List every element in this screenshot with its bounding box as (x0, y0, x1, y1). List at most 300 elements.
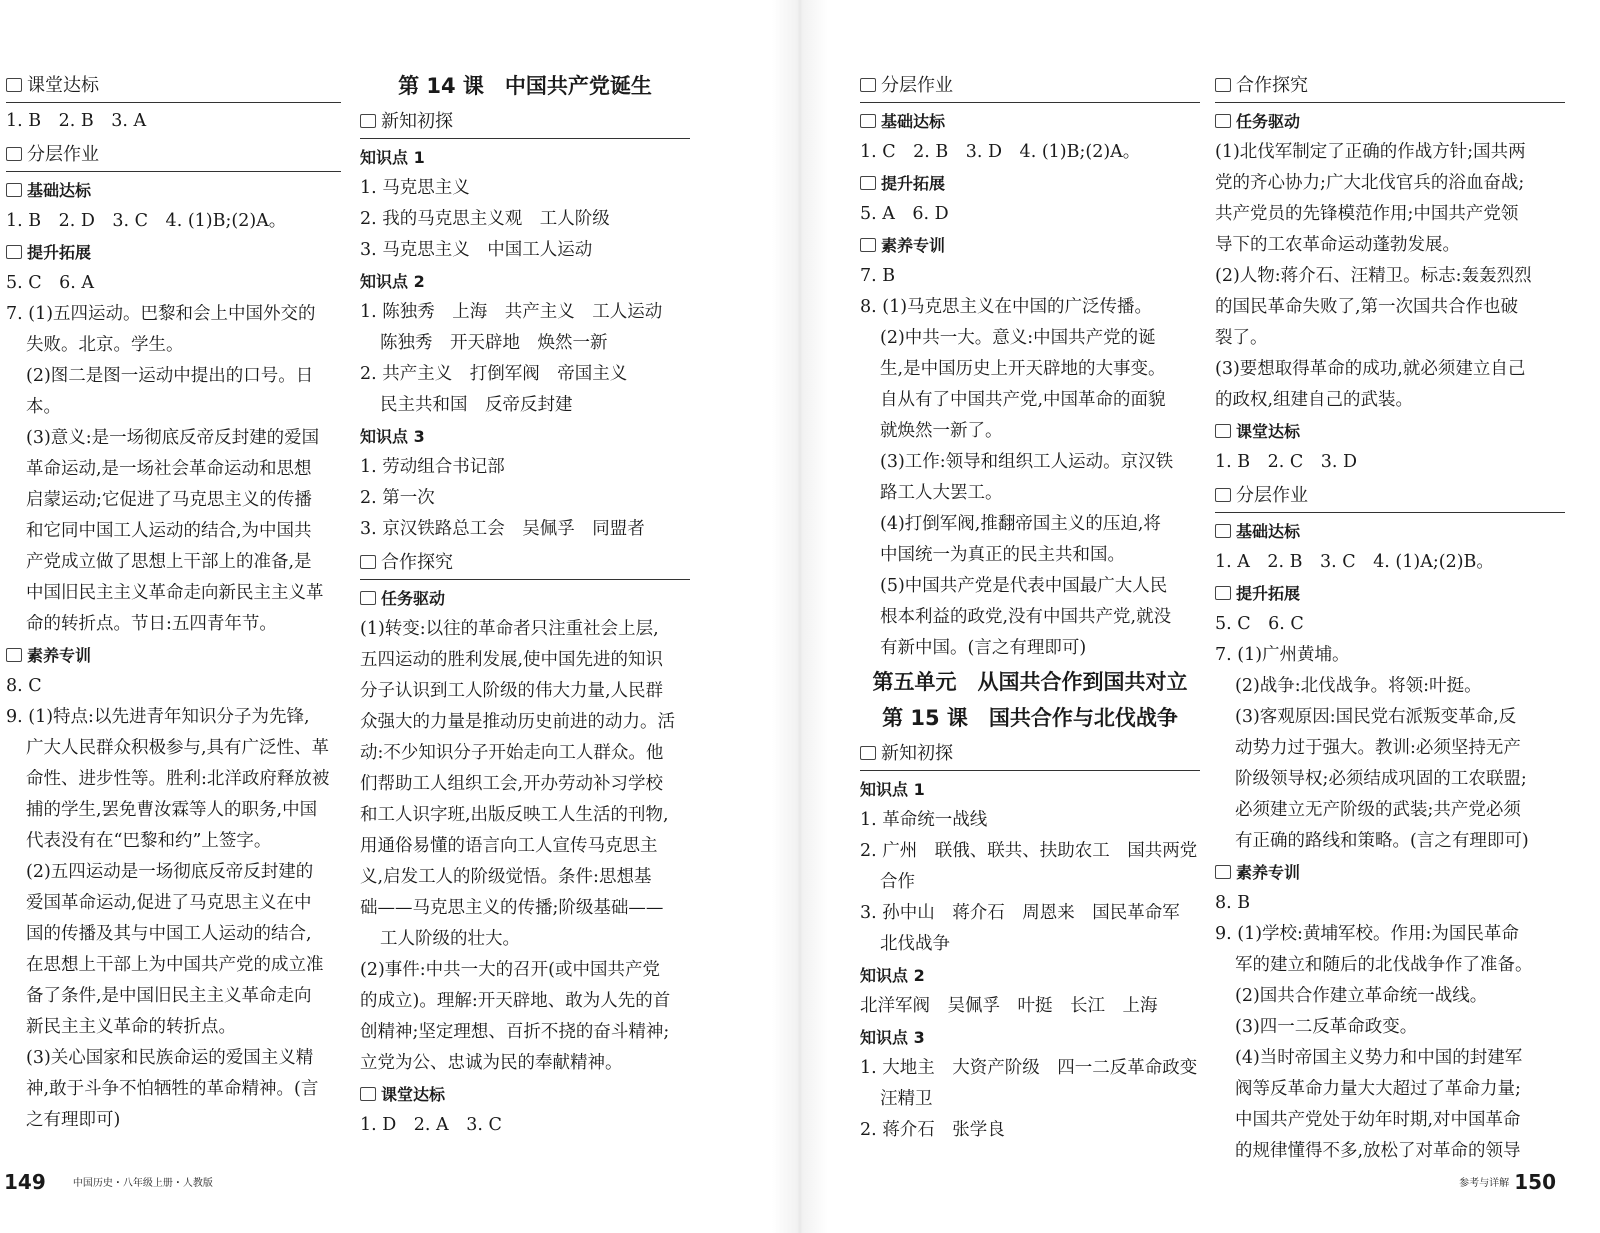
text: 产党成立做了思想上干部上的准备,是 (26, 552, 312, 572)
text: 7. (1)五四运动。巴黎和会上中国外交的 (6, 304, 316, 324)
subsection-heading (1215, 857, 1565, 888)
text: 中国统一为真正的民主共和国。 (880, 545, 1125, 565)
answer-line (860, 836, 1200, 867)
book-gutter (772, 0, 828, 1233)
lesson-title (860, 700, 1200, 736)
lesson-title (360, 68, 690, 104)
text: 1. B 2. C 3. D (1215, 452, 1358, 472)
knowledge-point-label (860, 960, 1200, 991)
column-1 (6, 68, 341, 1136)
answer-line (6, 547, 341, 578)
text: 8. B (1215, 893, 1251, 913)
subsection-heading (860, 168, 1200, 199)
answer-line (860, 509, 1200, 540)
text: 国的传播及其与中国工人运动的结合, (26, 924, 312, 944)
text: 分层作业 (881, 75, 953, 96)
answer-line (1215, 1074, 1565, 1105)
text: (5)中国共产党是代表中国最广大人民 (880, 576, 1168, 596)
subsection-icon (860, 238, 876, 252)
text: 之有理即可) (26, 1110, 121, 1130)
knowledge-point-label (360, 421, 690, 452)
section-heading (360, 547, 690, 580)
answer-line (860, 447, 1200, 478)
answer-line (6, 857, 341, 888)
text: (2)五四运动是一场彻底反帝反封建的 (26, 862, 314, 882)
text: 启蒙运动;它促进了马克思主义的传播 (26, 490, 312, 510)
answer-line (1215, 199, 1565, 230)
answer-line (860, 633, 1200, 664)
answer-line (6, 795, 341, 826)
section-icon (360, 114, 376, 128)
text: 任务驱动 (381, 589, 446, 608)
text: 共产党员的先锋模范作用;中国共产党领 (1215, 204, 1519, 224)
text: 课堂达标 (381, 1085, 446, 1104)
answer-line (360, 924, 690, 955)
text: 陈独秀 开天辟地 焕然一新 (380, 333, 608, 353)
text: 革命运动,是一场社会革命运动和思想 (26, 459, 312, 479)
subsection-heading (1215, 578, 1565, 609)
answer-line (1215, 354, 1565, 385)
text: 阶级领导权;必须结成巩固的工农联盟; (1235, 769, 1527, 789)
text: 自从有了中国共产党,中国革命的面貌 (880, 390, 1166, 410)
answer-line (6, 1105, 341, 1136)
answer-line (6, 268, 341, 299)
text: 1. D 2. A 3. C (360, 1115, 502, 1135)
text: (4)打倒军阀,推翻帝国主义的压迫,将 (880, 514, 1161, 534)
subsection-heading (6, 175, 341, 206)
subsection-heading (1215, 516, 1565, 547)
text: 裂了。 (1215, 328, 1268, 348)
section-icon (860, 746, 876, 760)
answer-line (360, 769, 690, 800)
answer-line (360, 328, 690, 359)
section-icon (6, 78, 22, 92)
answer-line (360, 707, 690, 738)
text: 1. B 2. B 3. A (6, 111, 147, 131)
left-footer (4, 1170, 213, 1194)
answer-line (360, 297, 690, 328)
text: 基础达标 (881, 112, 946, 131)
answer-line (1215, 1012, 1565, 1043)
answer-line (1215, 1105, 1565, 1136)
answer-line (860, 929, 1200, 960)
text: (2)中共一大。意义:中国共产党的诞 (880, 328, 1156, 348)
answer-line (1215, 826, 1565, 857)
subsection-icon (360, 591, 376, 605)
answer-line (1215, 702, 1565, 733)
answer-line (1215, 671, 1565, 702)
answer-line (6, 609, 341, 640)
text: 3. 京汉铁路总工会 吴佩孚 同盟者 (360, 519, 645, 539)
subsection-heading (360, 1079, 690, 1110)
subsection-heading (860, 230, 1200, 261)
text: 本。 (26, 397, 61, 417)
answer-line (360, 1048, 690, 1079)
text: 阀等反革命力量大大超过了革命力量; (1235, 1079, 1521, 1099)
subsection-icon (1215, 586, 1231, 600)
text: 1. A 2. B 3. C 4. (1)A;(2)B。 (1215, 552, 1494, 572)
answer-line (360, 738, 690, 769)
answer-line (860, 261, 1200, 292)
text: 1. 陈独秀 上海 共产主义 工人运动 (360, 302, 663, 322)
answer-line (1215, 981, 1565, 1012)
text: 的政权,组建自己的武装。 (1215, 390, 1414, 410)
answer-line (860, 416, 1200, 447)
answer-line (360, 893, 690, 924)
answer-line (860, 571, 1200, 602)
text: 提升拓展 (1236, 584, 1301, 603)
text: 分层作业 (27, 144, 99, 165)
answer-line (1215, 1136, 1565, 1167)
answer-line (360, 645, 690, 676)
text: 础——马克思主义的传播;阶级基础—— (360, 898, 664, 918)
text: 动:不少知识分子开始走向工人群众。他 (360, 743, 664, 763)
answer-line (860, 137, 1200, 168)
subsection-icon (6, 183, 22, 197)
answer-line (860, 898, 1200, 929)
subsection-icon (860, 114, 876, 128)
section-heading (1215, 480, 1565, 513)
text: 们帮助工人组织工会,开办劳动补习学校 (360, 774, 664, 794)
text: 立党为公、忠诚为民的奉献精神。 (360, 1053, 623, 1073)
answer-line (1215, 168, 1565, 199)
text: (3)工作:领导和组织工人运动。京汉铁 (880, 452, 1174, 472)
section-heading (6, 139, 341, 172)
answer-line (860, 354, 1200, 385)
page-number-right: 150 (1514, 1170, 1556, 1194)
text: 9. (1)学校:黄埔军校。作用:为国民革命 (1215, 924, 1519, 944)
column-3 (860, 68, 1200, 1146)
text: 命性、进步性等。胜利:北洋政府释放被 (26, 769, 330, 789)
text: 五四运动的胜利发展,使中国先进的知识 (360, 650, 664, 670)
answer-line (360, 483, 690, 514)
subsection-icon (1215, 524, 1231, 538)
text: 3. 孙中山 蒋介石 周恩来 国民革命军 (860, 903, 1180, 923)
lesson-title (860, 664, 1200, 700)
text: 5. C 6. C (1215, 614, 1304, 634)
text: 动势力过于强大。教训:必须坚持无产 (1235, 738, 1521, 758)
answer-line (360, 1017, 690, 1048)
answer-line (1215, 950, 1565, 981)
answer-line (1215, 447, 1565, 478)
answer-line (360, 1110, 690, 1141)
text: 命的转折点。节日:五四青年节。 (26, 614, 277, 634)
text: 9. (1)特点:以先进青年知识分子为先锋, (6, 707, 310, 727)
text: 有新中国。(言之有理即可) (880, 638, 1087, 658)
text: 提升拓展 (881, 174, 946, 193)
text: 任务驱动 (1236, 112, 1301, 131)
text: 创精神;坚定理想、百折不挠的奋斗精神; (360, 1022, 670, 1042)
column-4 (1215, 68, 1565, 1167)
subsection-heading (6, 640, 341, 671)
answer-line (6, 764, 341, 795)
text: 7. (1)广州黄埔。 (1215, 645, 1350, 665)
section-heading (860, 70, 1200, 103)
knowledge-point-label (860, 774, 1200, 805)
answer-line (6, 423, 341, 454)
text: 的国民革命失败了,第一次国共合作也破 (1215, 297, 1519, 317)
answer-line (6, 392, 341, 423)
text: 用通俗易懂的语言向工人宣传马克思主 (360, 836, 658, 856)
subsection-icon (860, 176, 876, 190)
text: (3)关心国家和民族命运的爱国主义精 (26, 1048, 314, 1068)
text: 知识点 2 (860, 966, 925, 985)
answer-line (6, 950, 341, 981)
text: (1)转变:以往的革命者只注重社会上层, (360, 619, 659, 639)
answer-line (860, 1084, 1200, 1115)
text: 广大人民群众积极参与,具有广泛性、革 (26, 738, 330, 758)
answer-line (1215, 1043, 1565, 1074)
text: 合作 (880, 872, 915, 892)
answer-line (6, 733, 341, 764)
subsection-heading (860, 106, 1200, 137)
answer-line (860, 1053, 1200, 1084)
text: (3)客观原因:国民党右派叛变革命,反 (1235, 707, 1517, 727)
section-icon (6, 147, 22, 161)
text: 必须建立无产阶级的武装;共产党必须 (1235, 800, 1521, 820)
answer-line (1215, 919, 1565, 950)
answer-line (6, 888, 341, 919)
answer-line (1215, 640, 1565, 671)
answer-line (360, 204, 690, 235)
text: 素养专训 (881, 236, 946, 255)
answer-line (6, 671, 341, 702)
subsection-icon (6, 648, 22, 662)
text: 生,是中国历史上开天辟地的大事变。 (880, 359, 1166, 379)
text: 根本利益的政党,没有中国共产党,就没 (880, 607, 1172, 627)
subsection-icon (1215, 424, 1231, 438)
answer-line (6, 919, 341, 950)
text: 就焕然一新了。 (880, 421, 1003, 441)
answer-line (1215, 323, 1565, 354)
text: 代表没有在“巴黎和约”上签字。 (26, 831, 272, 851)
answer-line (860, 292, 1200, 323)
text: 2. 广州 联俄、联共、扶助农工 国共两党 (860, 841, 1198, 861)
text: 中国旧民主主义革命走向新民主主义革 (26, 583, 324, 603)
text: 2. 蒋介石 张学良 (860, 1120, 1005, 1140)
subsection-heading (1215, 416, 1565, 447)
answer-line (360, 359, 690, 390)
answer-line (360, 676, 690, 707)
section-heading (860, 738, 1200, 771)
section-icon (360, 555, 376, 569)
text: 2. 共产主义 打倒军阀 帝国主义 (360, 364, 628, 384)
text: 5. A 6. D (860, 204, 949, 224)
answer-line (1215, 385, 1565, 416)
text: 素养专训 (27, 646, 92, 665)
text: 第五单元 从国共合作到国共对立 (872, 670, 1188, 694)
text: 知识点 2 (360, 272, 425, 291)
answer-line (360, 514, 690, 545)
text: (2)事件:中共一大的召开(或中国共产党 (360, 960, 661, 980)
answer-line (6, 106, 341, 137)
answer-line (6, 206, 341, 237)
text: (2)战争:北伐战争。将领:叶挺。 (1235, 676, 1482, 696)
text: 军的建立和随后的北伐战争作了准备。 (1235, 955, 1533, 975)
text: 合作探究 (1236, 75, 1308, 96)
text: 爱国革命运动,促进了马克思主义在中 (26, 893, 312, 913)
text: (2)人物:蒋介石、汪精卫。标志:轰轰烈烈 (1215, 266, 1532, 286)
text: 民主共和国 反帝反封建 (380, 395, 573, 415)
text: 分子认识到工人阶级的伟大力量,人民群 (360, 681, 664, 701)
text: 路工人大罢工。 (880, 483, 1003, 503)
text: 和它同中国工人运动的结合,为中国共 (26, 521, 312, 541)
answer-line (1215, 292, 1565, 323)
answer-line (860, 991, 1200, 1022)
text: (3)意义:是一场彻底反帝反封建的爱国 (26, 428, 320, 448)
text: 3. 马克思主义 中国工人运动 (360, 240, 593, 260)
text: 知识点 3 (360, 427, 425, 446)
text: 1. 劳动组合书记部 (360, 457, 505, 477)
answer-line (6, 1012, 341, 1043)
text: 在思想上干部上为中国共产党的成立准 (26, 955, 324, 975)
answer-line (860, 1115, 1200, 1146)
text: (1)北伐军制定了正确的作战方针;国共两 (1215, 142, 1526, 162)
text: 1. B 2. D 3. C 4. (1)B;(2)A。 (6, 211, 287, 231)
text: (2)图二是图一运动中提出的口号。日 (26, 366, 314, 386)
answer-line (1215, 733, 1565, 764)
answer-label: 参考与详解 (1459, 1178, 1510, 1189)
subsection-icon (6, 245, 22, 259)
answer-line (860, 478, 1200, 509)
answer-line (6, 1074, 341, 1105)
answer-line (360, 452, 690, 483)
text: 汪精卫 (880, 1089, 933, 1109)
answer-line (360, 955, 690, 986)
text: 8. C (6, 676, 42, 696)
answer-line (860, 602, 1200, 633)
answer-line (360, 235, 690, 266)
answer-line (360, 862, 690, 893)
text: 的成立)。理解:开天辟地、敢为人先的首 (360, 991, 671, 1011)
answer-line (1215, 764, 1565, 795)
section-icon (1215, 78, 1231, 92)
text: 素养专训 (1236, 863, 1301, 882)
text: 1. 马克思主义 (360, 178, 470, 198)
answer-line (860, 540, 1200, 571)
answer-line (860, 323, 1200, 354)
answer-line (1215, 795, 1565, 826)
subsection-heading (360, 583, 690, 614)
answer-line (1215, 261, 1565, 292)
text: 知识点 1 (360, 148, 425, 167)
text: 和工人识字班,出版反映工人生活的刊物, (360, 805, 669, 825)
knowledge-point-label (360, 142, 690, 173)
answer-line (6, 454, 341, 485)
text: 失败。北京。学生。 (26, 335, 184, 355)
text: 北伐战争 (880, 934, 950, 954)
subsection-icon (1215, 865, 1231, 879)
answer-line (860, 385, 1200, 416)
text: (2)国共合作建立革命统一战线。 (1235, 986, 1488, 1006)
answer-line (6, 1043, 341, 1074)
text: 基础达标 (1236, 522, 1301, 541)
text: 2. 第一次 (360, 488, 435, 508)
subsection-icon (360, 1087, 376, 1101)
section-heading (6, 70, 341, 103)
section-heading (1215, 70, 1565, 103)
text: (4)当时帝国主义势力和中国的封建军 (1235, 1048, 1523, 1068)
knowledge-point-label (360, 266, 690, 297)
text: (3)四一二反革命政变。 (1235, 1017, 1418, 1037)
answer-line (6, 578, 341, 609)
page-number-left: 149 (4, 1170, 46, 1194)
text: 备了条件,是中国旧民主主义革命走向 (26, 986, 312, 1006)
text: 中国共产党处于幼年时期,对中国革命 (1235, 1110, 1521, 1130)
text: 提升拓展 (27, 243, 92, 262)
section-icon (860, 78, 876, 92)
text: 的规律懂得不多,放松了对革命的领导 (1235, 1141, 1521, 1161)
answer-line (1215, 609, 1565, 640)
text: 课堂达标 (1236, 422, 1301, 441)
answer-line (1215, 230, 1565, 261)
answer-line (360, 390, 690, 421)
answer-line (6, 826, 341, 857)
text: 第 14 课 中国共产党诞生 (398, 74, 652, 98)
text: 北洋军阀 吴佩孚 叶挺 长江 上海 (860, 996, 1158, 1016)
text: 合作探究 (381, 552, 453, 573)
answer-line (360, 831, 690, 862)
text: 基础达标 (27, 181, 92, 200)
text: 知识点 1 (860, 780, 925, 799)
text: 神,敢于斗争不怕牺牲的革命精神。(言 (26, 1079, 319, 1099)
text: 工人阶级的壮大。 (380, 929, 520, 949)
text: 5. C 6. A (6, 273, 95, 293)
text: 1. 大地主 大资产阶级 四一二反革命政变 (860, 1058, 1198, 1078)
answer-line (860, 199, 1200, 230)
answer-line (360, 986, 690, 1017)
answer-line (1215, 888, 1565, 919)
answer-line (1215, 137, 1565, 168)
answer-line (860, 867, 1200, 898)
answer-line (6, 299, 341, 330)
answer-line (6, 516, 341, 547)
text: 2. 我的马克思主义观 工人阶级 (360, 209, 610, 229)
subsection-icon (1215, 114, 1231, 128)
text: 1. C 2. B 3. D 4. (1)B;(2)A。 (860, 142, 1141, 162)
text: 7. B (860, 266, 896, 286)
text: 新知初探 (381, 111, 453, 132)
answer-line (6, 330, 341, 361)
text: 众强大的力量是推动历史前进的动力。活 (360, 712, 675, 732)
text: 导下的工农革命运动蓬勃发展。 (1215, 235, 1460, 255)
text: 分层作业 (1236, 485, 1308, 506)
text: 1. 革命统一战线 (860, 810, 988, 830)
answer-line (860, 805, 1200, 836)
text: 新民主主义革命的转折点。 (26, 1017, 236, 1037)
column-2 (360, 68, 690, 1141)
text: 8. (1)马克思主义在中国的广泛传播。 (860, 297, 1153, 317)
text: 党的齐心协力;广大北伐官兵的浴血奋战; (1215, 173, 1525, 193)
text: 义,启发工人的阶级觉悟。条件:思想基 (360, 867, 652, 887)
subsection-heading (1215, 106, 1565, 137)
section-heading (360, 106, 690, 139)
answer-line (6, 485, 341, 516)
answer-line (360, 614, 690, 645)
answer-line (6, 361, 341, 392)
text: 课堂达标 (27, 75, 99, 96)
answer-line (6, 702, 341, 733)
text: 新知初探 (881, 743, 953, 764)
text: 有正确的路线和策略。(言之有理即可) (1235, 831, 1529, 851)
text: 知识点 3 (860, 1028, 925, 1047)
text: 捕的学生,罢免曹汝霖等人的职务,中国 (26, 800, 318, 820)
section-icon (1215, 488, 1231, 502)
book-title: 中国历史・八年级上册・人教版 (72, 1178, 213, 1189)
text: 第 15 课 国共合作与北伐战争 (882, 706, 1178, 730)
text: (3)要想取得革命的成功,就必须建立自己 (1215, 359, 1526, 379)
subsection-heading (6, 237, 341, 268)
